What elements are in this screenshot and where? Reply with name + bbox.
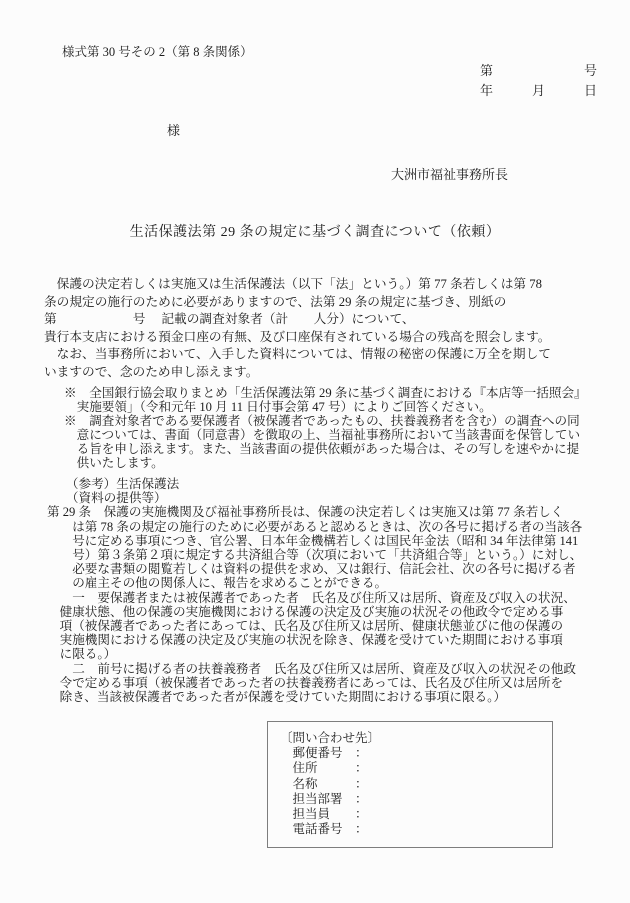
body-line: なお、当事務所において、入手した資料については、情報の秘密の保護に万全を期して [44,347,551,361]
note-line: ※ 調査対象者である要保護者（被保護者であったもの、扶養義務者を含む）の調査への同 [64,414,580,429]
law-line: 一 要保護者または被保護者であった者 氏名及び住所又は居所、資産及び収入の状況、 [47,590,576,605]
law-line: 号に定める事項につき、官公署、日本年金機構若しくは国民年金法（昭和 34 年法律第 141 [47,533,579,548]
note-line: 実施要領」（令和元年 10 月 11 日付事会第 47 号）によりご回答ください。 [64,400,492,415]
note-line: 供いたします。 [64,456,164,471]
law-line: 号）第３条第２項に規定する共済組合等（次項において「共済組合等」という。）に対し、 [47,548,583,563]
body-line: いますので、念のため申し添えます。 [44,364,259,379]
contact-field-line: 郵便番号 ： [280,746,368,761]
contact-field-line: 住所 ： [280,761,368,776]
law-line: 必要な書類の閲覧若しくは資料の提供を求め、又は銀行、信託会社、次の各号に掲げる者 [47,562,576,577]
law-line: （参考）生活保護法 [47,477,180,491]
form-code-line: 様式第 30 号その 2（第 8 条関係） [62,45,253,59]
document-number-line: 第 号 [479,63,597,78]
body-line: 条の規定の施行のために必要がありますので、法第 29 条の規定に基づき、別紙の [44,294,507,309]
contact-field-line: 担当部署 ： [280,791,368,806]
body-paragraph [44,276,551,381]
law-line: 項（被保護者であった者にあっては、氏名及び住所又は居所、健康状態並びに他の保護の [47,619,564,634]
sender-line: 大洲市福祉事務所長 [390,167,508,182]
contact-info-box [267,721,553,848]
law-line: 健康状態、他の保護の実施機関における保護の決定及び実施の状況その他政令で定める事 [47,604,564,619]
law-line: は第 78 条の規定の施行のために必要があると認めるときは、次の各号に掲げる者の当該各 [47,519,583,534]
reference-law-block [47,477,582,704]
body-line: 保護の決定若しくは実施又は生活保護法（以下「法」という。）第 77 条若しくは第 78 [44,277,542,291]
body-line: 貴行本支店における預金口座の有無、及び口座保有されている場合の残高を照会します。 [44,329,551,344]
contact-field-line: 電話番号 ： [280,822,368,837]
law-line: 実施機関における保護の決定及び実施の状況を除き、保護を受けていた期間における事項 [47,633,563,648]
law-line: （資料の提供等） [47,491,167,506]
law-line: 二 前号に掲げる者の扶養義務者 氏名及び住所又は居所、資産及び収入の状況その他政 [47,661,576,676]
body-line: 第 号 記載の調査対象者（計 人分）について、 [44,312,415,326]
note-line: 意については、書面（同意書）を徴取の上、当福祉事務所において当該書面を保管してい [64,428,581,443]
document-title: 生活保護法第 29 条の規定に基づく調査について（依頼） [129,225,501,240]
law-line: に限る。） [47,647,117,662]
contact-box-heading: 〔問い合わせ先〕 [280,731,381,745]
law-line: 第 29 条 保護の実施機関及び福祉事務所長は、保護の決定若しくは実施又は第 77 条若しく [47,505,564,520]
date-line: 年 月 日 [479,83,597,98]
addressee-line: 様 [167,123,181,138]
law-line: 令で定める事項（被保護者であった者の扶養義務者にあっては、氏名及び住所又は居所を [47,675,564,690]
law-line: の雇主その他の関係人に、報告を求めることができる。 [47,576,388,591]
contact-box-fields [280,746,552,837]
law-line: 除き、当該被保護者であった者が保護を受けていた期間における事項に限る。） [47,690,507,705]
note-line: ※ 全国銀行協会取りまとめ「生活保護法第 29 条に基づく調査における『本店等一括照会』 [64,386,587,400]
contact-field-line: 名称 ： [280,776,368,791]
notes-block [64,386,587,471]
contact-field-line: 担当員 ： [280,807,368,822]
note-line: る旨を申し添えます。また、当該書面の提供依頼があった場合は、その写しを速やかに提 [64,442,580,457]
